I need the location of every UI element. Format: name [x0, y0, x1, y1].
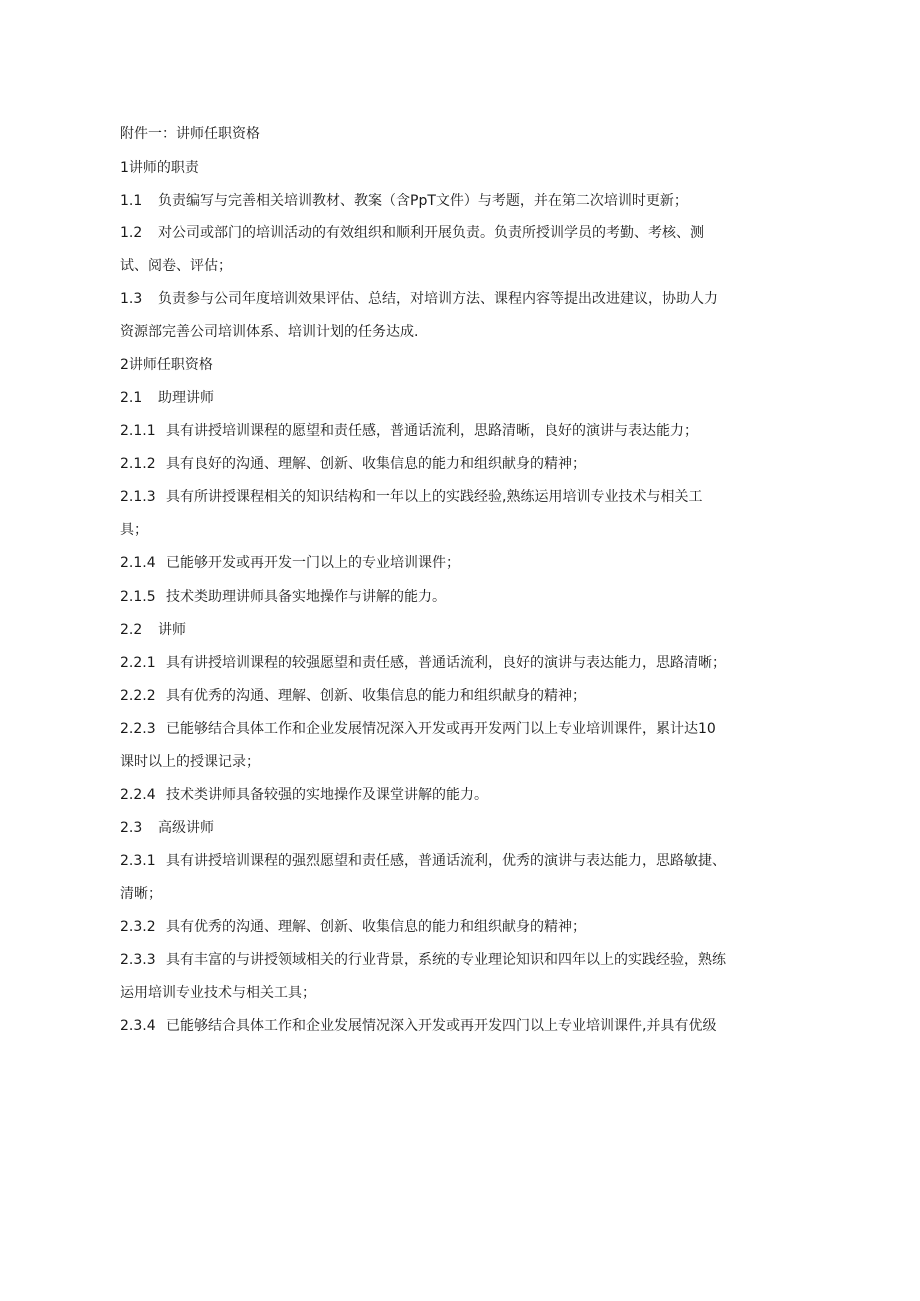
clause-text: 具有优秀的沟通、理解、创新、收集信息的能力和组织献身的精神； — [166, 688, 586, 704]
document-title: 附件一：讲师任职资格 — [120, 126, 260, 142]
clause-1-3 — [120, 289, 800, 309]
clause-2-3-3 — [120, 950, 800, 970]
clause-number: 2.3.4 — [120, 1018, 156, 1034]
clause-text: 已能够开发或再开发一门以上的专业培训课件； — [166, 555, 460, 571]
clause-2-3-1 — [120, 851, 800, 871]
clause-2-3-1-continuation: 清晰； — [120, 886, 162, 902]
clause-number: 2.2.1 — [120, 655, 156, 671]
clause-2-1-1 — [120, 421, 800, 441]
subsection-title: 讲师 — [158, 622, 186, 638]
clause-2-3-3-continuation: 运用培训专业技术与相关工具； — [120, 985, 316, 1001]
clause-text: 对公司或部门的培训活动的有效组织和顺利开展负责。负责所授训学员的考勤、考核、测 — [158, 225, 704, 241]
clause-1-2 — [120, 223, 800, 243]
clause-text: 具有讲授培训课程的较强愿望和责任感，普通话流利，良好的演讲与表达能力，思路清晰； — [166, 655, 726, 671]
clause-text: 负责编写与完善相关培训教材、教案（含PpT文件）与考题，并在第二次培训时更新； — [158, 193, 688, 209]
clause-text: 技术类讲师具备较强的实地操作及课堂讲解的能力。 — [166, 787, 488, 803]
clause-number: 2.2.4 — [120, 787, 156, 803]
clause-2-2-3-continuation: 课时以上的授课记录； — [120, 754, 260, 770]
section-1-heading: 1讲师的职责 — [120, 160, 199, 176]
clause-number: 1.3 — [120, 291, 143, 307]
clause-number: 2.1.4 — [120, 555, 156, 571]
clause-text: 具有所讲授课程相关的知识结构和一年以上的实践经验,熟练运用培训专业技术与相关工 — [166, 489, 703, 505]
subsection-2-2-heading — [120, 620, 800, 640]
clause-2-1-5 — [120, 587, 800, 607]
clause-text: 具有优秀的沟通、理解、创新、收集信息的能力和组织献身的精神； — [166, 919, 586, 935]
subsection-number: 2.1 — [120, 390, 143, 406]
clause-1-3-continuation: 资源部完善公司培训体系、培训计划的任务达成. — [120, 324, 419, 340]
clause-number: 2.2.3 — [120, 721, 156, 737]
subsection-number: 2.2 — [120, 622, 143, 638]
subsection-title: 助理讲师 — [158, 390, 214, 406]
clause-text: 具有讲授培训课程的强烈愿望和责任感，普通话流利，优秀的演讲与表达能力，思路敏捷、 — [166, 853, 726, 869]
clause-text: 已能够结合具体工作和企业发展情况深入开发或再开发四门以上专业培训课件,并具有优级 — [166, 1018, 717, 1034]
clause-2-2-1 — [120, 653, 800, 673]
clause-2-1-3 — [120, 487, 800, 507]
clause-2-2-4 — [120, 785, 800, 805]
clause-number: 2.1.2 — [120, 456, 156, 472]
clause-text: 具有良好的沟通、理解、创新、收集信息的能力和组织献身的精神； — [166, 456, 586, 472]
clause-text: 具有讲授培训课程的愿望和责任感，普通话流利，思路清晰，良好的演讲与表达能力； — [166, 423, 698, 439]
section-2-heading: 2讲师任职资格 — [120, 357, 213, 373]
clause-1-1 — [120, 191, 800, 211]
clause-2-1-4 — [120, 553, 800, 573]
clause-2-1-3-continuation: 具； — [120, 522, 148, 538]
clause-number: 2.3.2 — [120, 919, 156, 935]
clause-number: 2.1.5 — [120, 589, 156, 605]
subsection-2-1-heading — [120, 388, 800, 408]
clause-text: 具有丰富的与讲授领域相关的行业背景，系统的专业理论知识和四年以上的实践经验，熟练 — [166, 952, 726, 968]
clause-number: 2.1.3 — [120, 489, 156, 505]
clause-text: 负责参与公司年度培训效果评估、总结，对培训方法、课程内容等提出改进建议，协助人力 — [158, 291, 718, 307]
clause-1-2-continuation: 试、阅卷、评估； — [120, 258, 232, 274]
clause-number: 2.3.3 — [120, 952, 156, 968]
clause-2-2-2 — [120, 686, 800, 706]
clause-2-2-3 — [120, 719, 800, 739]
clause-text: 技术类助理讲师具备实地操作与讲解的能力。 — [166, 589, 446, 605]
clause-number: 2.1.1 — [120, 423, 156, 439]
clause-number: 1.2 — [120, 225, 143, 241]
clause-number: 2.2.2 — [120, 688, 156, 704]
clause-number: 2.3.1 — [120, 853, 156, 869]
subsection-2-3-heading — [120, 818, 800, 838]
subsection-number: 2.3 — [120, 820, 143, 836]
subsection-title: 高级讲师 — [158, 820, 214, 836]
clause-text: 已能够结合具体工作和企业发展情况深入开发或再开发两门以上专业培训课件，累计达10 — [166, 721, 716, 737]
clause-2-3-2 — [120, 917, 800, 937]
clause-2-1-2 — [120, 454, 800, 474]
clause-2-3-4 — [120, 1016, 800, 1036]
clause-number: 1.1 — [120, 193, 143, 209]
